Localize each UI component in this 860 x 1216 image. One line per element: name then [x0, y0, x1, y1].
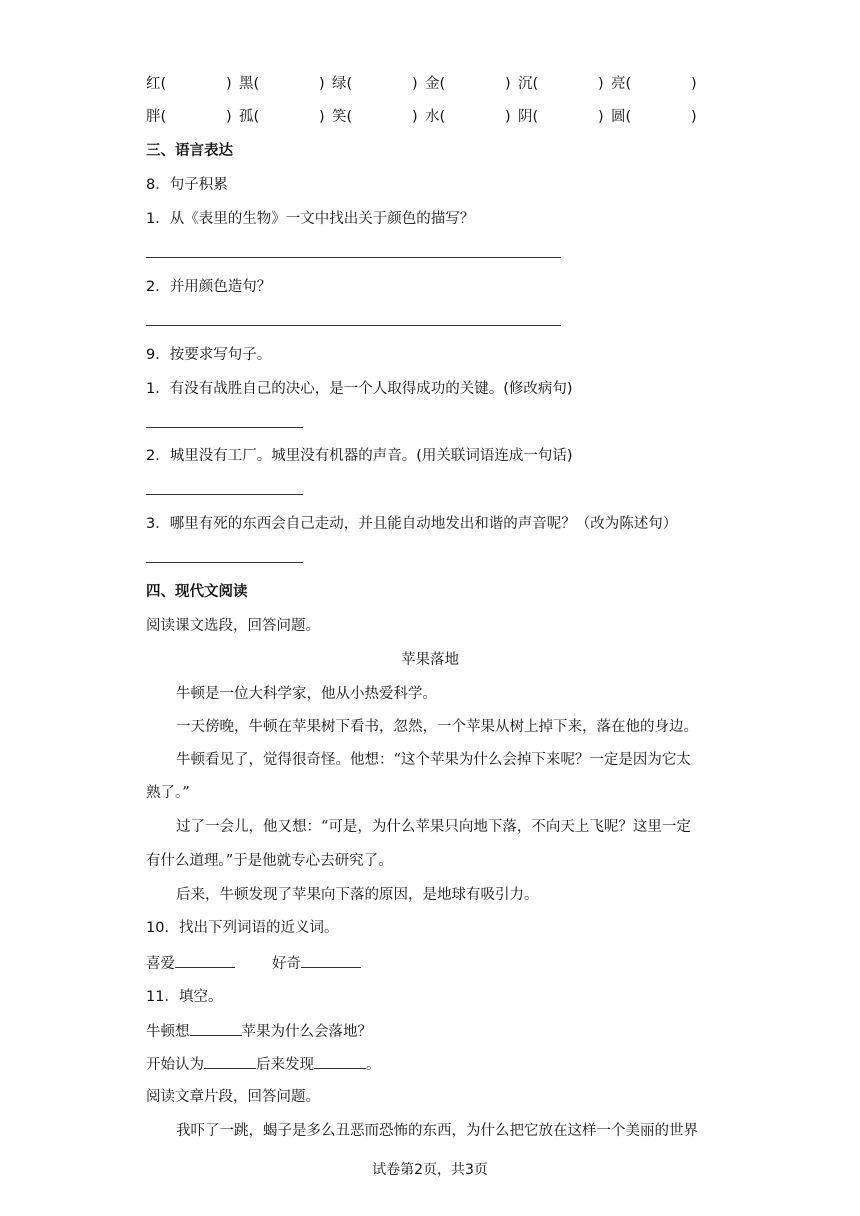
question-8-2: 2．并用颜色造句？: [146, 279, 272, 295]
fill-text: 开始认为: [146, 1057, 204, 1073]
fill-cell: ): [319, 76, 325, 92]
fill-cell: ): [226, 76, 232, 92]
word-2: 好奇: [272, 956, 301, 972]
passage-paragraph-cont: 熟了。”: [146, 785, 190, 801]
question-8-1: 1．从《表里的生物》一文中找出关于颜色的描写？: [146, 211, 475, 227]
fill-cell: ): [505, 76, 511, 92]
fill-text: 后来发现: [256, 1057, 314, 1073]
fill-cell: 圆(: [611, 109, 632, 125]
answer-blank[interactable]: [190, 1021, 242, 1036]
answer-blank[interactable]: [301, 953, 361, 968]
answer-blank[interactable]: [175, 953, 235, 968]
fill-cell: ): [226, 109, 232, 125]
fill-cell: ): [412, 76, 418, 92]
fill-cell: 阴(: [518, 109, 539, 125]
passage-paragraph: 后来，牛顿发现了苹果向下落的原因，是地球有吸引力。: [176, 887, 539, 903]
fill-cell: 沉(: [518, 76, 539, 92]
fill-cell: 水(: [425, 109, 446, 125]
reading-2-intro: 阅读文章片段，回答问题。: [146, 1089, 320, 1105]
section-3-heading: 三、语言表达: [146, 143, 233, 159]
fill-cell: 红(: [146, 76, 167, 92]
answer-blank[interactable]: [314, 1054, 366, 1069]
section-4-heading: 四、现代文阅读: [146, 584, 248, 600]
fill-row-2: [146, 107, 716, 127]
question-8: 8．句子积累: [146, 177, 228, 193]
passage-paragraph: 过了一会儿，他又想：“可是，为什么苹果只向地下落，不向天上飞呢？这里一定: [176, 819, 691, 835]
fill-cell: 孤(: [239, 109, 260, 125]
fill-cell: 绿(: [332, 76, 353, 92]
fill-cell: ): [319, 109, 325, 125]
fill-cell: 亮(: [611, 76, 632, 92]
answer-line[interactable]: [146, 427, 303, 428]
answer-blank[interactable]: [204, 1054, 256, 1069]
passage-paragraph: 牛顿看见了，觉得很奇怪。他想：“这个苹果为什么会掉下来呢？一定是因为它太: [176, 752, 691, 768]
fill-cell: ): [412, 109, 418, 125]
fill-cell: ): [505, 109, 511, 125]
fill-cell: ): [598, 109, 604, 125]
fill-row-1: [146, 74, 716, 94]
fill-cell: 笑(: [332, 109, 353, 125]
answer-line[interactable]: [146, 325, 561, 326]
question-10-words: [146, 953, 361, 974]
answer-line[interactable]: [146, 494, 303, 495]
question-9: 9．按要求写句子。: [146, 347, 272, 363]
passage-paragraph: 一天傍晚，牛顿在苹果树下看书，忽然，一个苹果从树上掉下来，落在他的身边。: [176, 719, 698, 735]
fill-text: 。: [366, 1057, 381, 1073]
question-11: 11．填空。: [146, 989, 223, 1005]
fill-cell: ): [598, 76, 604, 92]
fill-cell: 黑(: [239, 76, 260, 92]
fill-cell: ): [691, 76, 697, 92]
fill-cell: 金(: [425, 76, 446, 92]
fill-cell: ): [691, 109, 697, 125]
fill-cell: 胖(: [146, 109, 167, 125]
question-9-2: 2．城里没有工厂。城里没有机器的声音。(用关联词语连成一句话): [146, 448, 573, 464]
question-10: 10．找出下列词语的近义词。: [146, 920, 339, 936]
question-9-1: 1．有没有战胜自己的决心，是一个人取得成功的关键。(修改病句): [146, 381, 573, 397]
passage-2-paragraph: 我吓了一跳，蝎子是多么丑恶而恐怖的东西，为什么把它放在这样一个美丽的世界: [176, 1123, 698, 1139]
word-1: 喜爱: [146, 956, 175, 972]
question-11-line-2: [146, 1054, 381, 1075]
passage-paragraph-cont: 有什么道理。”于是他就专心去研究了。: [146, 853, 393, 869]
fill-text: 牛顿想: [146, 1024, 190, 1040]
page-footer: 试卷第2页，共3页: [372, 1162, 488, 1178]
answer-line[interactable]: [146, 257, 561, 258]
reading-intro: 阅读课文选段，回答问题。: [146, 618, 320, 634]
question-11-line-1: [146, 1021, 372, 1042]
fill-text: 苹果为什么会落地？: [241, 1024, 372, 1040]
answer-line[interactable]: [146, 562, 303, 563]
passage-title: 苹果落地: [401, 652, 459, 668]
question-9-3: 3．哪里有死的东西会自己走动，并且能自动地发出和谐的声音呢？（改为陈述句）: [146, 516, 678, 532]
passage-paragraph: 牛顿是一位大科学家，他从小热爱科学。: [176, 686, 437, 702]
